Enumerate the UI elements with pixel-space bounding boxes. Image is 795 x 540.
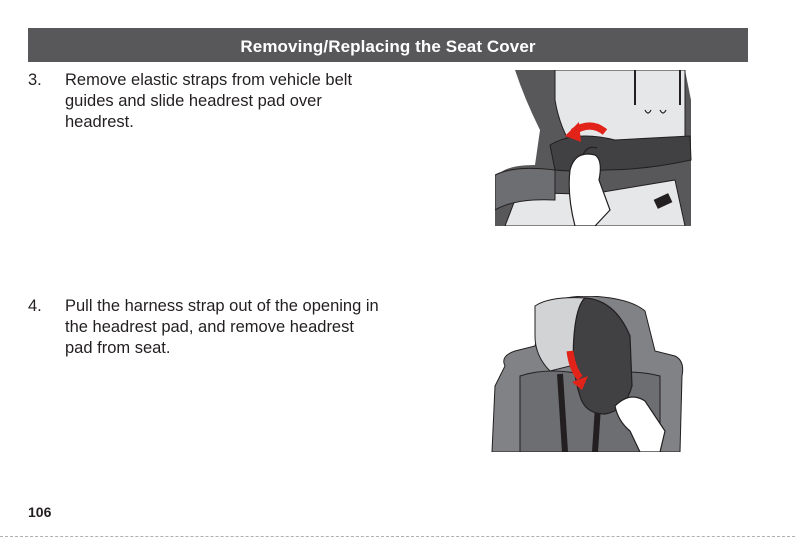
step-number: 3. [28, 71, 42, 89]
footer-divider [0, 536, 795, 537]
section-title: Removing/Replacing the Seat Cover [240, 37, 536, 56]
step-text: Pull the harness strap out of the opening in the headrest pad, and remove headrest pad from seat. [65, 297, 379, 357]
section-header [28, 28, 748, 62]
step-number: 4. [28, 297, 42, 315]
headrest-pad-slide-illustration [495, 70, 695, 226]
page-number: 106 [28, 504, 52, 520]
headrest-pad-removal-illustration [490, 296, 690, 452]
step-text: Remove elastic straps from vehicle belt guides and slide headrest pad over headrest. [65, 71, 353, 131]
